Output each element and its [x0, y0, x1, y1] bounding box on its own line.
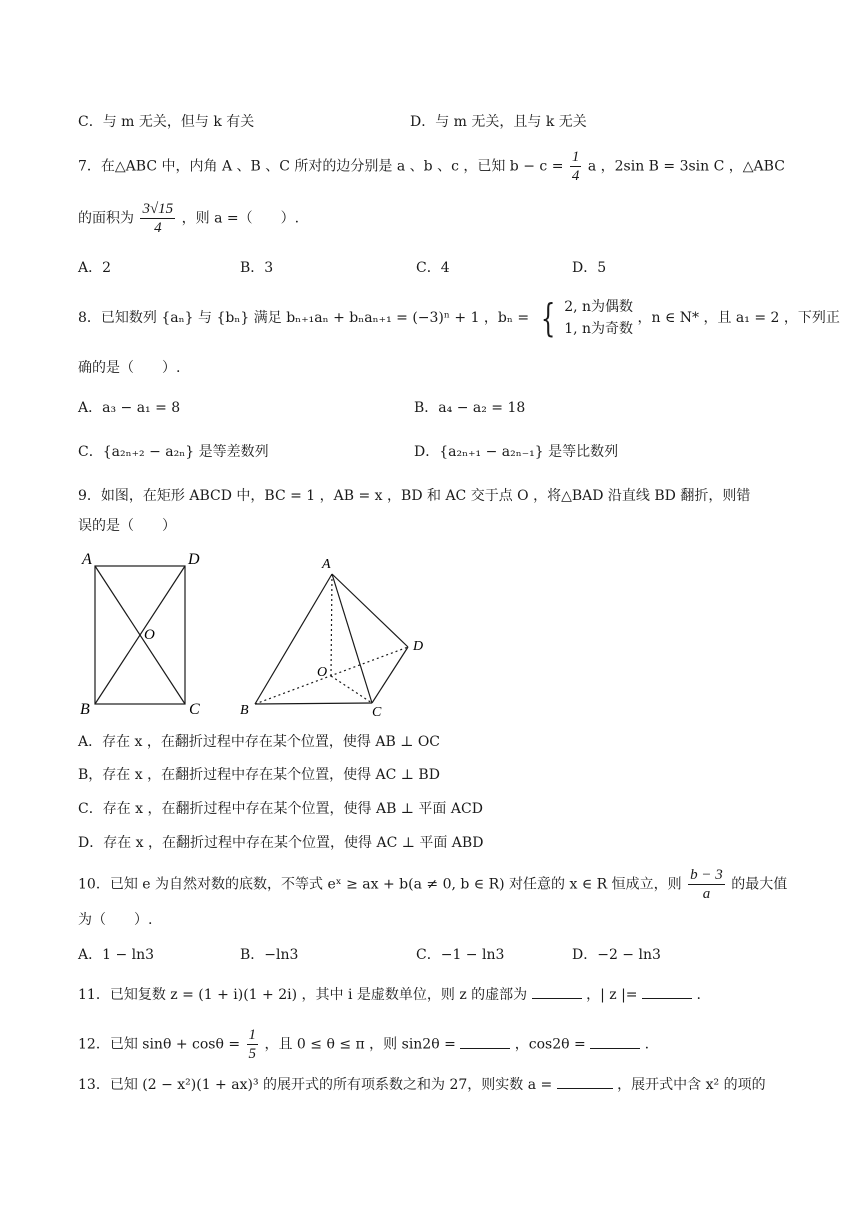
- q11-blank-modulus: [642, 984, 692, 999]
- q7-stem-post: a ，2sin B = 3sin C ，△ABC: [587, 158, 785, 175]
- q8-cases: [564, 296, 633, 340]
- q10-option-b: B．−ln3: [240, 947, 299, 963]
- q12-blank-cos2theta: [590, 1034, 640, 1049]
- q7-frac-den: 4: [571, 168, 580, 184]
- q8-stem-pre: 8．已知数列 {aₙ} 与 {bₙ} 满足 bₙ₊₁aₙ + bₙaₙ₊₁ = (−3)ⁿ + 1 ，bₙ =: [78, 310, 530, 326]
- q10-fraction: [688, 866, 725, 903]
- q7-stem-pre: 7．在△ABC 中，内角 A 、B 、C 所对的边分别是 a 、b 、c ，已知 b − c =: [78, 158, 564, 175]
- q7-area-pre: 的面积为: [78, 210, 134, 227]
- q13-text-pre: 13．已知 (2 − x²)(1 + ax)³ 的展开式的所有项系数之和为 27，则实数 a =: [78, 1077, 553, 1093]
- fig1-label-d: D: [188, 551, 200, 568]
- q7-area-fraction: [140, 200, 175, 237]
- q13-text-post: ，展开式中含 x² 的项的: [617, 1077, 766, 1093]
- q12-blank-sin2theta: [460, 1034, 510, 1049]
- q9-stem-line2: 误的是（ ）: [78, 518, 176, 534]
- fig1-label-o: O: [144, 627, 155, 643]
- q7-area-post: ，则 a =（ ）.: [181, 210, 300, 227]
- q7-fraction: [570, 148, 582, 185]
- q8-case-even: 2, n为偶数: [564, 299, 634, 315]
- fig2-label-o: O: [317, 665, 328, 680]
- q8-case-odd: 1, n为奇数: [564, 321, 634, 337]
- q12-text-pre: 12．已知 sinθ + cosθ =: [78, 1036, 241, 1053]
- q8-stem-line2: 确的是（ ）.: [78, 360, 181, 376]
- q7-option-d: D．5: [572, 260, 607, 276]
- q10-stem-post: 的最大值: [731, 876, 788, 893]
- q8-option-c: C．{a₂ₙ₊₂ − a₂ₙ} 是等差数列: [78, 444, 269, 460]
- q12-fraction: [247, 1026, 259, 1063]
- q10-frac-num: b − 3: [690, 867, 723, 883]
- q11-text-pre: 11．已知复数 z = (1 + i)(1 + 2i) ，其中 i 是虚数单位，则 z 的虚部为: [78, 987, 528, 1003]
- q7-option-a: A．2: [78, 260, 112, 276]
- q13-blank-a: [557, 1074, 613, 1089]
- q10-stem-line1: [78, 866, 787, 903]
- q8-brace: {: [540, 296, 555, 340]
- fig1-label-b: B: [80, 701, 90, 718]
- q9-option-d: D．存在 x ，在翻折过程中存在某个位置，使得 AC ⊥ 平面 ABD: [78, 835, 484, 851]
- edge-cd: [372, 647, 408, 703]
- q8-option-a: A．a₃ − a₁ = 8: [78, 400, 181, 416]
- fig1-label-c: C: [189, 701, 200, 718]
- q11-blank-imag: [532, 984, 582, 999]
- q11-line: [78, 984, 701, 1005]
- edge-ab: [255, 574, 332, 704]
- q10-option-a: A．1 − ln3: [78, 947, 155, 963]
- q7-option-c: C．4: [416, 260, 450, 276]
- q12-text-mid2: ，cos2θ =: [514, 1036, 586, 1053]
- fig2-label-a: A: [322, 557, 331, 572]
- fig2-label-b: B: [240, 703, 249, 718]
- q10-option-c: C．−1 − ln3: [416, 947, 505, 963]
- q12-frac-num: 1: [248, 1027, 257, 1043]
- q6-option-c: C．与 m 无关，但与 k 有关: [78, 114, 255, 130]
- q8-option-d: D．{a₂ₙ₊₁ − a₂ₙ₋₁} 是等比数列: [414, 444, 619, 460]
- fig2-label-c: C: [372, 705, 382, 720]
- segment-oc-hidden: [331, 676, 372, 703]
- q7-frac-num: 1: [571, 149, 580, 165]
- q12-text-mid1: ，且 0 ≤ θ ≤ π ，则 sin2θ =: [264, 1036, 456, 1053]
- q7-area-num: 3√15: [142, 201, 174, 217]
- q8-option-b: B．a₄ − a₂ = 18: [414, 400, 526, 416]
- q12-frac-den: 5: [248, 1046, 257, 1062]
- q7-stem-line1: [78, 148, 785, 185]
- q9-tetrahedron-figure: [255, 574, 408, 704]
- q7-area-den: 4: [154, 220, 162, 236]
- q7-stem-line2: [78, 200, 299, 237]
- q9-option-a: A．存在 x ，在翻折过程中存在某个位置，使得 AB ⊥ OC: [78, 734, 441, 750]
- q9-stem-line1: 9．如图，在矩形 ABCD 中，BC = 1 ，AB = x ，BD 和 AC 交于点 O ，将△BAD 沿直线 BD 翻折，则错: [78, 488, 751, 504]
- q10-stem-line2: 为（ ）.: [78, 912, 153, 928]
- q7-option-b: B．3: [240, 260, 274, 276]
- q10-stem-pre: 10．已知 e 为自然对数的底数，不等式 eˣ ≥ ax + b(a ≠ 0, b ∈ R) 对任意的 x ∈ R 恒成立，则: [78, 876, 682, 893]
- q12-text-end: .: [644, 1036, 650, 1053]
- fig1-label-a: A: [82, 551, 92, 568]
- q11-text-end: .: [696, 987, 701, 1003]
- q9-option-b: B，存在 x ，在翻折过程中存在某个位置，使得 AC ⊥ BD: [78, 767, 440, 783]
- q6-option-d: D．与 m 无关，且与 k 无关: [410, 114, 587, 130]
- q9-figures: [70, 546, 440, 721]
- q8-stem-post: ，n ∈ N* ，且 a₁ = 2 ，下列正: [637, 310, 840, 326]
- q12-line: [78, 1026, 649, 1063]
- segment-ao-hidden: [331, 574, 332, 676]
- edge-bc: [255, 703, 372, 704]
- q9-rectangle-figure: [95, 566, 185, 704]
- q13-line: [78, 1074, 766, 1095]
- q10-frac-den: a: [702, 886, 711, 902]
- q11-text-mid: ，| z |=: [586, 987, 638, 1003]
- q8-stem-line1: [78, 296, 840, 340]
- q10-option-d: D．−2 − ln3: [572, 947, 661, 963]
- fig2-label-d: D: [413, 639, 424, 654]
- q9-option-c: C．存在 x ，在翻折过程中存在某个位置，使得 AB ⊥ 平面 ACD: [78, 801, 483, 817]
